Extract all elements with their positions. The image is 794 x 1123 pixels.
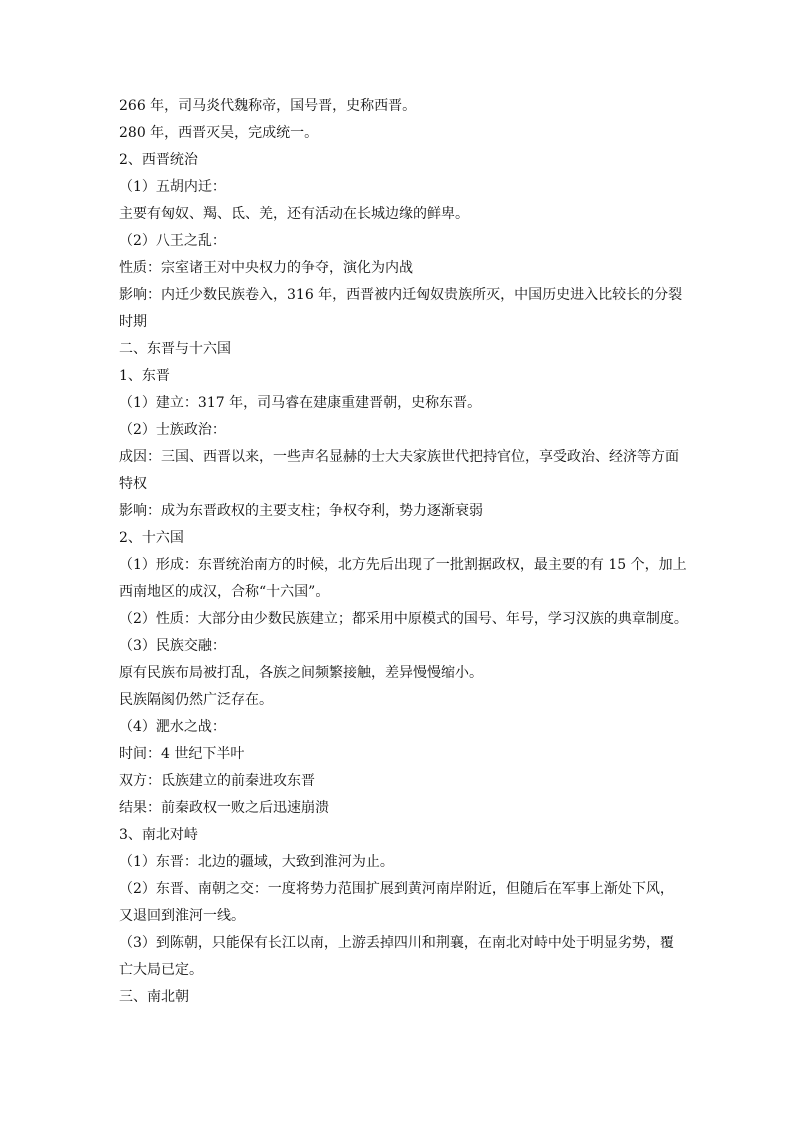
text-line: 三、南北朝 — [119, 989, 189, 1005]
text-line: 原有民族布局被打乱，各族之间频繁接触，差异慢慢缩小。 — [119, 665, 483, 681]
text-line: 影响：内迁少数民族卷入，316 年，西晋被内迁匈奴贵族所灭，中国历史进入比较长的分裂 — [119, 287, 683, 303]
text-line: 1、东晋 — [119, 368, 170, 384]
document-body — [119, 93, 688, 1011]
text-line: 亡大局已定。 — [119, 962, 203, 978]
text-line: 280 年，西晋灭吴，完成统一。 — [119, 125, 319, 141]
text-line: 结果：前秦政权一败之后迅速崩溃 — [119, 800, 329, 816]
text-line: （3）民族交融： — [119, 638, 226, 654]
text-line: 影响：成为东晋政权的主要支柱；争权夺利，势力逐渐衰弱 — [119, 503, 483, 519]
text-line: （1）形成：东晋统治南方的时候，北方先后出现了一批割据政权，最主要的有 15 个，加上 — [119, 557, 687, 573]
text-line: （2）八王之乱： — [119, 233, 226, 249]
text-line: 民族隔阂仍然广泛存在。 — [119, 692, 273, 708]
text-line: 2、十六国 — [119, 530, 184, 546]
text-line: 2、西晋统治 — [119, 152, 198, 168]
text-line: 266 年，司马炎代魏称帝，国号晋，史称西晋。 — [119, 98, 417, 114]
text-line: 性质：宗室诸王对中央权力的争夺，演化为内战 — [119, 260, 413, 276]
text-line: 时间：4 世纪下半叶 — [119, 746, 245, 762]
text-line: （2）东晋、南朝之交：一度将势力范围扩展到黄河南岸附近，但随后在军事上渐处下风， — [119, 881, 674, 897]
text-line: （1）东晋：北边的疆域，大致到淮河为止。 — [119, 854, 394, 870]
text-line: （2）士族政治： — [119, 422, 226, 438]
text-line: （1）建立：317 年，司马睿在建康重建晋朝，史称东晋。 — [119, 395, 482, 411]
text-line: 又退回到淮河一线。 — [119, 908, 245, 924]
text-line: 双方：氐族建立的前秦进攻东晋 — [119, 773, 315, 789]
text-line: （4）淝水之战： — [119, 719, 226, 735]
text-line: 主要有匈奴、羯、氐、羌，还有活动在长城边缘的鲜卑。 — [119, 206, 469, 222]
text-line: 时期 — [119, 314, 147, 330]
text-line: 西南地区的成汉，合称“十六国”。 — [119, 584, 330, 600]
text-line: 二、东晋与十六国 — [119, 341, 231, 357]
text-line: （3）到陈朝，只能保有长江以南，上游丢掉四川和荆襄，在南北对峙中处于明显劣势，覆 — [119, 935, 674, 951]
text-line: （2）性质：大部分由少数民族建立；都采用中原模式的国号、年号，学习汉族的典章制度。 — [119, 611, 688, 627]
text-line: 特权 — [119, 476, 147, 492]
text-line: （1）五胡内迁： — [119, 179, 226, 195]
text-line: 3、南北对峙 — [119, 827, 198, 843]
text-line: 成因：三国、西晋以来，一些声名显赫的士大夫家族世代把持官位，享受政治、经济等方面 — [119, 449, 679, 465]
